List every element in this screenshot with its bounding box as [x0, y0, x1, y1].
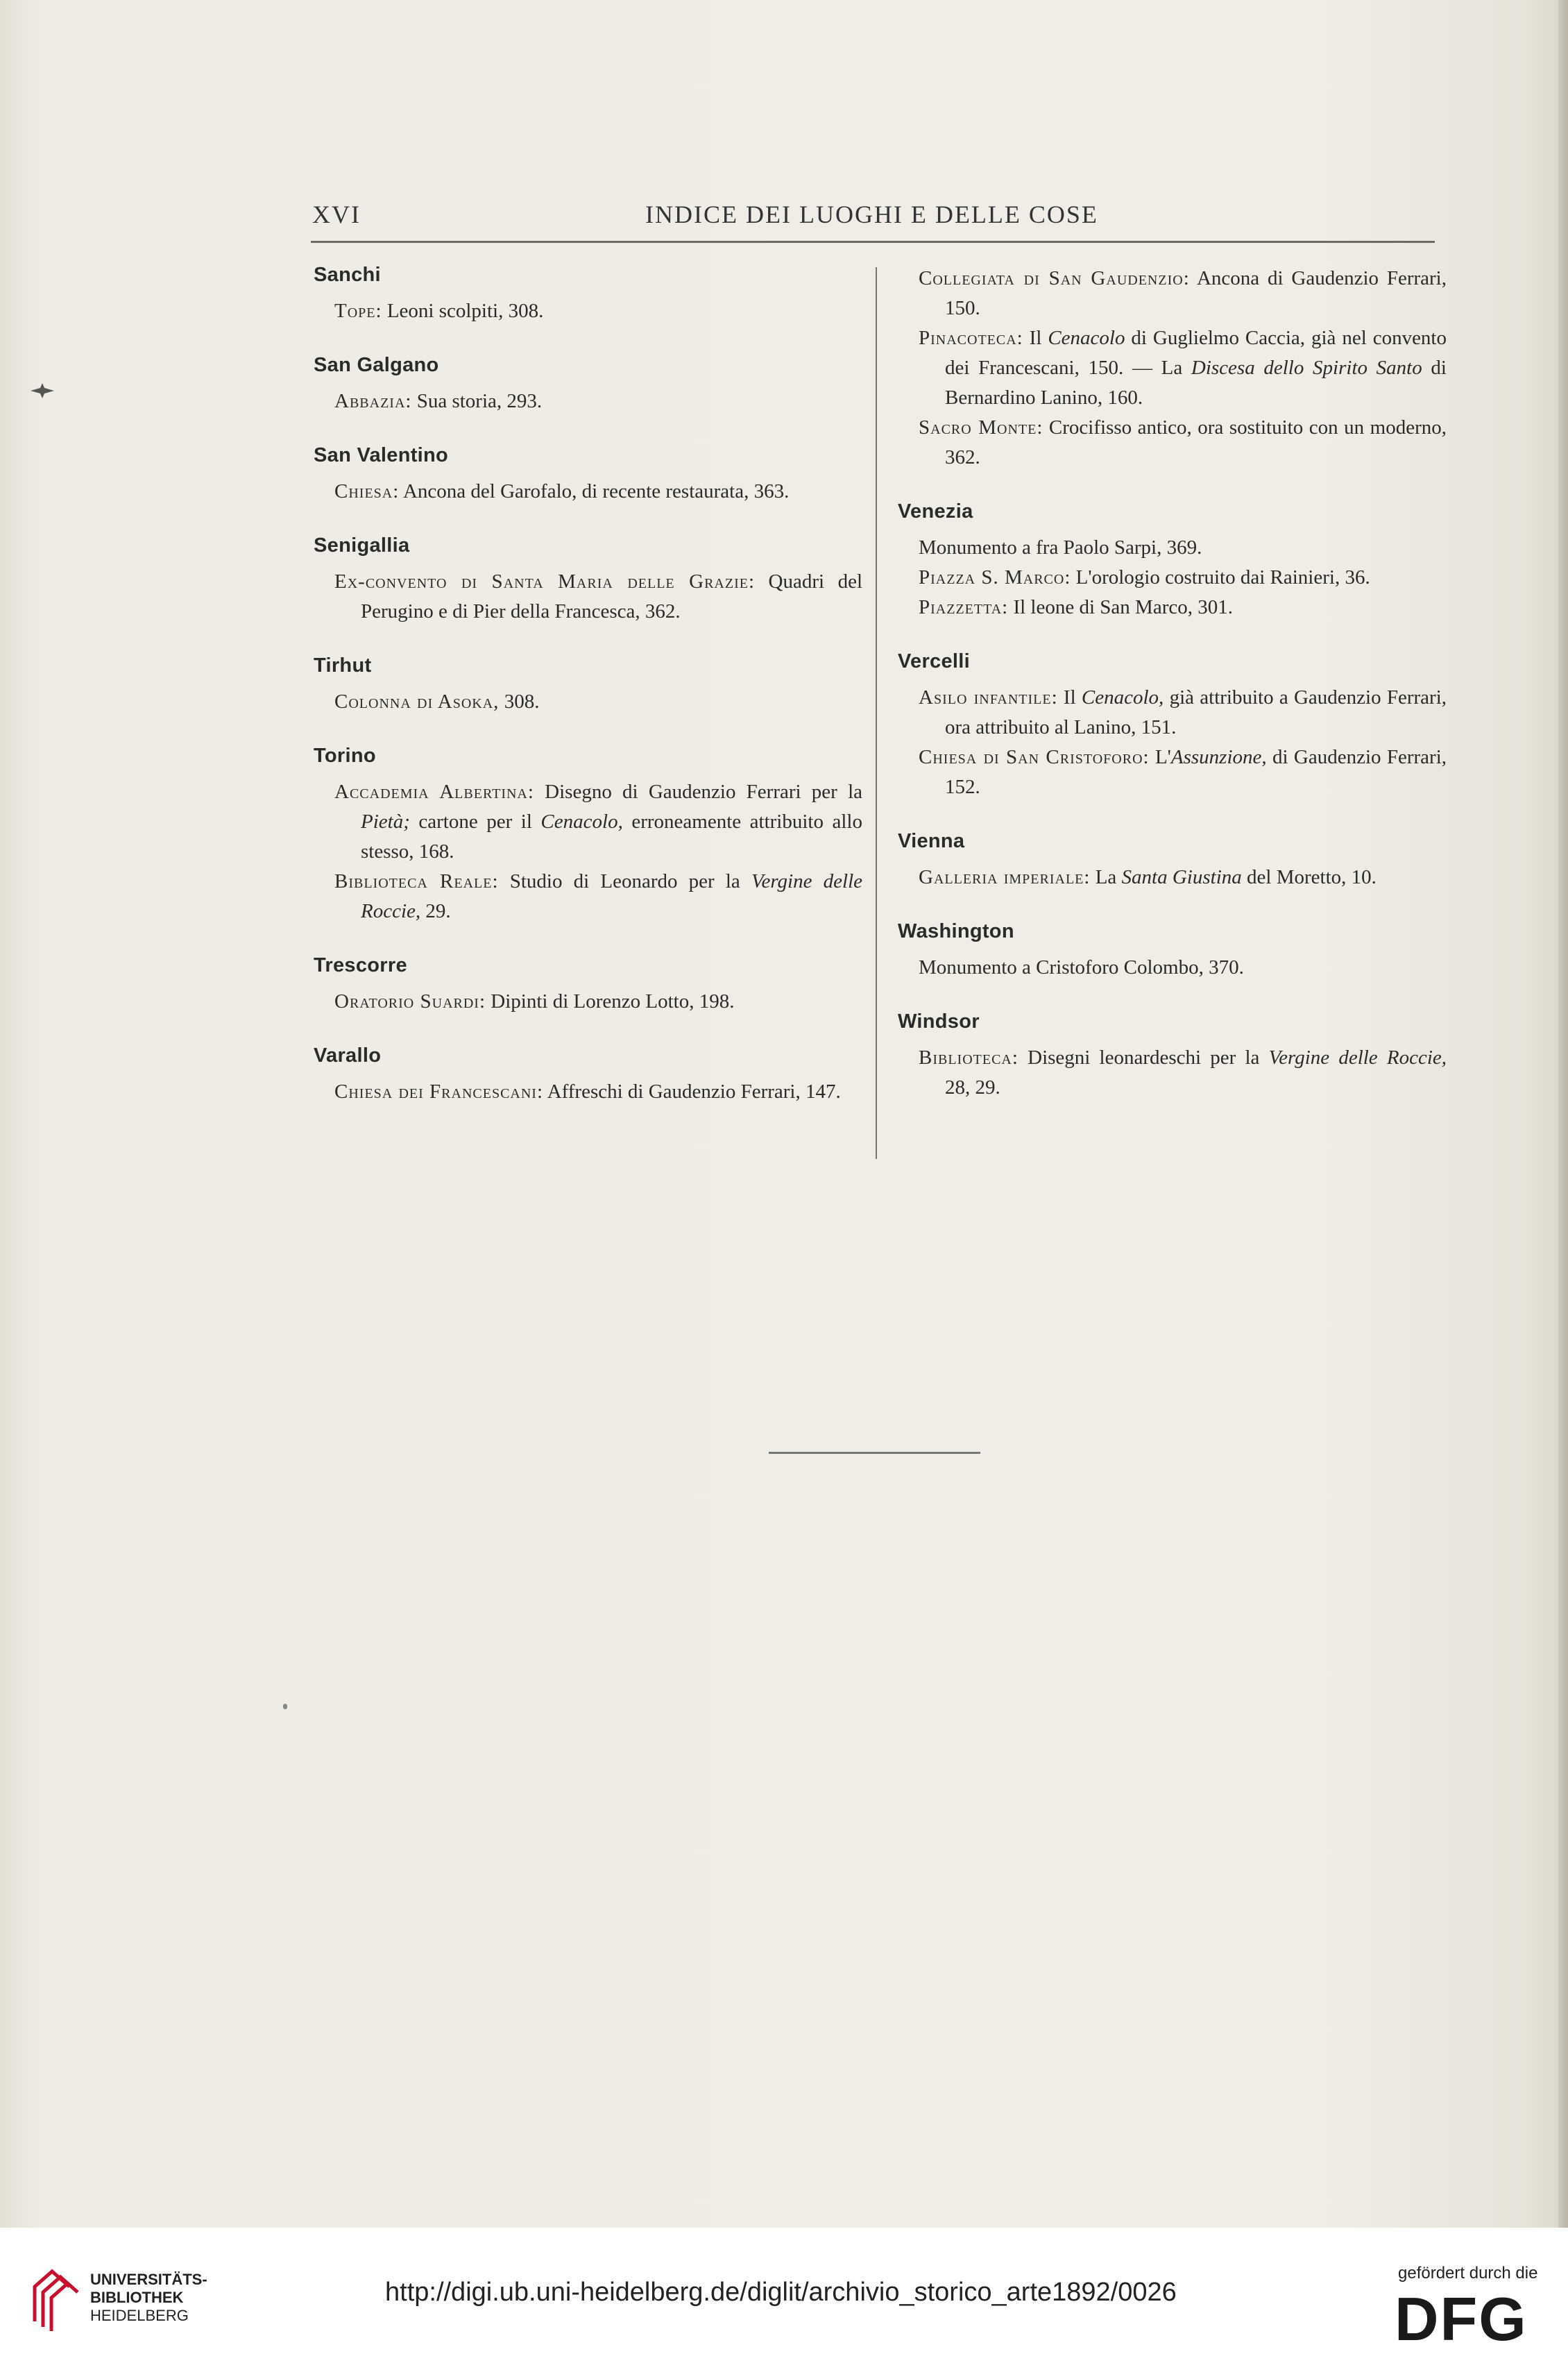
index-entry — [311, 477, 862, 507]
entry-label: Ex-convento di Santa Maria delle Grazie: — [334, 570, 756, 593]
entry-italic-text: Pietà; — [361, 811, 410, 833]
entry-text: già attribuito a Gaudenzio Ferrari, ora attribuito al Lanino, 151. — [945, 686, 1447, 738]
entry-label: Colonna di Asoka, — [334, 691, 500, 713]
entry-label: Galleria imperiale: — [919, 866, 1091, 888]
entry-label: Tope: — [334, 300, 382, 322]
index-place — [311, 354, 862, 416]
index-place — [311, 444, 862, 507]
place-name: Washington — [898, 920, 1014, 942]
entry-text: Ancona di Gaudenzio Ferrari, 150. — [945, 267, 1447, 319]
header-rule — [311, 241, 1435, 243]
index-place — [311, 534, 862, 627]
entry-label: Asilo infantile: — [919, 686, 1058, 709]
entry-italic-text: Discesa dello Spirito Santo — [1191, 357, 1422, 379]
university-library-name — [90, 2271, 207, 2325]
index-place — [895, 264, 1447, 473]
index-entry — [311, 867, 862, 926]
digitization-footer — [0, 2228, 1568, 2363]
entry-text: Sua storia, 293. — [416, 390, 543, 412]
entry-label: Piazza S. Marco: — [919, 566, 1071, 588]
entry-text: Monumento a Cristoforo Colombo, 370. — [919, 956, 1244, 979]
index-column-right — [895, 264, 1447, 1130]
index-entry — [311, 567, 862, 627]
entry-text: L'orologio costruito dai Rainieri, 36. — [1075, 566, 1370, 588]
entry-label: Oratorio Suardi: — [334, 990, 486, 1013]
index-entry — [311, 296, 862, 326]
entry-label: Biblioteca Reale: — [334, 870, 499, 892]
index-place — [311, 745, 862, 926]
entry-text: 29. — [420, 900, 451, 922]
index-place — [895, 500, 1447, 622]
library-line: BIBLIOTHEK — [90, 2289, 184, 2306]
index-place — [311, 954, 862, 1017]
entry-text: Il leone di San Marco, 301. — [1013, 596, 1233, 618]
entry-text: Quadri del Perugino e di Pier della Francesca, 362. — [361, 570, 862, 622]
library-line: HEIDELBERG — [90, 2307, 189, 2324]
place-name: Vienna — [898, 830, 965, 852]
entry-label: Abbazia: — [334, 390, 412, 412]
place-name: Vercelli — [898, 650, 970, 672]
entry-italic-text: Cenacolo, — [540, 811, 623, 833]
entry-text: Monumento a fra Paolo Sarpi, 369. — [919, 536, 1202, 559]
index-place — [311, 1044, 862, 1107]
dfg-logo-text: DFG — [1395, 2290, 1528, 2346]
entry-label: Piazzetta: — [919, 596, 1009, 618]
index-entry — [895, 563, 1447, 593]
index-entry — [895, 863, 1447, 892]
index-entry — [895, 413, 1447, 473]
place-name: Trescorre — [314, 954, 407, 976]
entry-italic-text: Vergine delle Roccie, — [1268, 1047, 1447, 1069]
place-name: Venezia — [898, 500, 973, 523]
place-name: Sanchi — [314, 264, 381, 286]
place-name: Windsor — [898, 1010, 980, 1033]
index-entry — [311, 777, 862, 867]
page-number: XVI — [312, 201, 361, 228]
index-entry — [895, 533, 1447, 563]
index-entry — [311, 987, 862, 1017]
entry-italic-text: Vergine delle Roccie, — [361, 870, 862, 922]
entry-text: di Gaudenzio Ferrari, 152. — [945, 746, 1447, 798]
entry-label: Chiesa dei Francescani: — [334, 1081, 544, 1103]
end-rule — [769, 1452, 980, 1454]
entry-label: Collegiata di San Gaudenzio: — [919, 267, 1190, 289]
entry-text: Studio di Leonardo per la — [509, 870, 751, 892]
index-entry — [311, 1077, 862, 1107]
place-name: San Galgano — [314, 354, 439, 376]
index-entry — [311, 687, 862, 717]
entry-text: di Bernardino Lanino, 160. — [945, 357, 1447, 409]
dfg-logo-icon — [1395, 2290, 1547, 2346]
entry-label: Sacro Monte: — [919, 416, 1043, 439]
entry-text: del Moretto, 10. — [1241, 866, 1377, 888]
index-place — [311, 264, 862, 326]
ink-dot — [283, 1704, 287, 1709]
permalink-url[interactable]: http://digi.ub.uni-heidelberg.de/diglit/archivio_storico_arte1892/0026 — [385, 2278, 1177, 2307]
place-name: Tirhut — [314, 654, 372, 677]
index-entry — [895, 323, 1447, 413]
entry-text: Affreschi di Gaudenzio Ferrari, 147. — [547, 1081, 841, 1103]
entry-label: Chiesa: — [334, 480, 400, 502]
index-place — [895, 830, 1447, 892]
entry-text: Disegno di Gaudenzio Ferrari per la — [545, 781, 862, 803]
index-entry — [895, 743, 1447, 802]
running-title: INDICE DEI LUOGHI E DELLE COSE — [645, 201, 1098, 228]
entry-text: Disegni leonardeschi per la — [1028, 1047, 1269, 1069]
place-name: Varallo — [314, 1044, 382, 1067]
index-entry — [895, 683, 1447, 743]
index-place — [895, 920, 1447, 983]
entry-text: L' — [1154, 746, 1171, 768]
entry-text: Leoni scolpiti, 308. — [386, 300, 544, 322]
index-entry — [895, 264, 1447, 323]
entry-italic-text: Assunzione, — [1170, 746, 1267, 768]
index-place — [895, 1010, 1447, 1103]
fleuron-ornament-icon — [29, 382, 56, 400]
entry-label: Biblioteca: — [919, 1047, 1019, 1069]
index-column-left — [311, 264, 862, 1135]
entry-text: Crocifisso antico, ora sostituito con un moderno, 362. — [945, 416, 1447, 468]
entry-text: 308. — [504, 691, 540, 713]
index-entry — [311, 387, 862, 416]
index-place — [311, 654, 862, 717]
entry-text: 28, 29. — [945, 1076, 1000, 1099]
place-name: Torino — [314, 745, 376, 767]
funded-by-text: gefördert durch die — [1398, 2264, 1538, 2282]
entry-italic-text: Santa Giustina — [1121, 866, 1242, 888]
university-library-logo-icon — [28, 2266, 83, 2332]
place-name: Senigallia — [314, 534, 410, 557]
page-edge — [1558, 0, 1568, 2228]
index-place — [895, 650, 1447, 802]
entry-italic-text: Cenacolo — [1048, 327, 1125, 349]
entry-text: Il — [1063, 686, 1082, 709]
entry-text: La — [1095, 866, 1122, 888]
entry-text: erroneamente attribuito allo stesso, 168. — [361, 811, 862, 863]
index-entry — [895, 593, 1447, 622]
entry-text: Dipinti di Lorenzo Lotto, 198. — [491, 990, 735, 1013]
column-divider — [876, 267, 877, 1159]
entry-label: Accademia Albertina: — [334, 781, 534, 803]
index-entry — [895, 1043, 1447, 1103]
place-name: San Valentino — [314, 444, 449, 466]
index-entry — [895, 953, 1447, 983]
library-line: UNIVERSITÄTS- — [90, 2271, 207, 2288]
entry-text: Ancona del Garofalo, di recente restaurata, 363. — [402, 480, 790, 502]
entry-text: cartone per il — [409, 811, 541, 833]
entry-label: Pinacoteca: — [919, 327, 1023, 349]
entry-text: di Guglielmo Caccia, già nel convento dei Francescani, 150. — La — [945, 327, 1447, 379]
entry-label: Chiesa di San Cristoforo: — [919, 746, 1150, 768]
entry-text: Il — [1029, 327, 1048, 349]
entry-italic-text: Cenacolo, — [1081, 686, 1164, 709]
